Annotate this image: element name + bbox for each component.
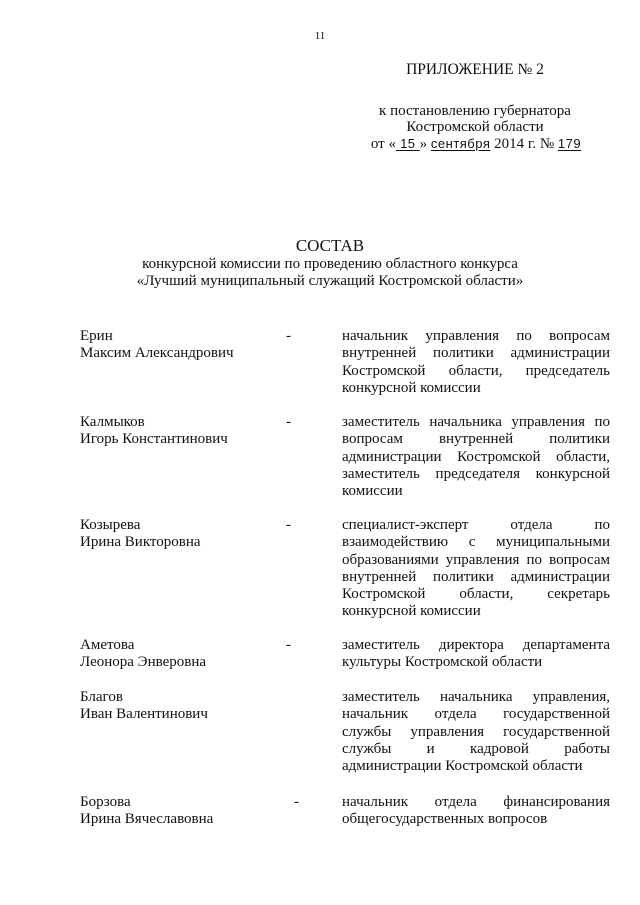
page-number: 11 xyxy=(314,30,326,42)
member-given-names: Игорь Константинович xyxy=(80,431,228,448)
date-year: 2014 г. № xyxy=(490,136,558,152)
member-given-names: Ирина Вячеславовна xyxy=(80,811,214,828)
document-subtitle-line2: «Лучший муниципальный служащий Костромской области» xyxy=(136,273,524,289)
member-role: заместитель начальника управления по вопросам внутренней политики администрации Костромской области, заместитель председателя конкурсной комиссии xyxy=(342,414,610,500)
document-title: СОСТАВ xyxy=(295,236,365,255)
member-surname: Благов xyxy=(80,689,123,705)
appendix-reference-line2: Костромской области xyxy=(406,119,544,135)
member-dash: - xyxy=(286,517,291,533)
member-surname: Козырева xyxy=(80,517,141,533)
member-dash: - xyxy=(286,328,291,344)
member-name xyxy=(80,517,280,552)
member-name xyxy=(80,637,280,672)
member-role: специалист-эксперт отдела по взаимодействию с муниципальными образованиями управления по вопросам внутренней политики администрации Костромской области, секретарь конкурсной комиссии xyxy=(342,517,610,620)
date-day: 15 xyxy=(395,136,420,151)
member-surname: Аметова xyxy=(80,637,135,653)
member-given-names: Максим Александрович xyxy=(80,345,234,362)
appendix-date-line xyxy=(356,134,596,154)
member-name xyxy=(80,414,280,449)
appendix-reference-line1: к постановлению губернатора xyxy=(379,103,571,119)
title-block xyxy=(100,235,560,290)
member-given-names: Ирина Викторовна xyxy=(80,534,201,551)
member-dash: - xyxy=(286,414,291,430)
member-surname: Калмыков xyxy=(80,414,145,430)
document-number: 179 xyxy=(557,136,582,151)
member-surname: Ерин xyxy=(80,328,113,344)
member-given-names: Иван Валентинович xyxy=(80,706,208,723)
member-name xyxy=(80,794,280,829)
member-role: начальник управления по вопросам внутренней политики администрации Костромской области, председатель конкурсной комиссии xyxy=(342,328,610,396)
member-role: заместитель начальника управления, начальник отдела государственной службы управления государственной службы и кадровой работы администрации Костромской области xyxy=(342,689,610,775)
member-dash: - xyxy=(286,637,291,653)
date-month: сентября xyxy=(430,136,491,151)
date-mid: » xyxy=(419,136,431,152)
member-name xyxy=(80,328,280,363)
member-role: заместитель директора департамента культуры Костромской области xyxy=(342,637,610,671)
member-surname: Борзова xyxy=(80,794,131,810)
member-given-names: Леонора Энверовна xyxy=(80,654,207,671)
member-role: начальник отдела финансирования общегосударственных вопросов xyxy=(342,794,610,828)
document-subtitle-line1: конкурсной комиссии по проведению областного конкурса xyxy=(142,256,518,272)
member-dash: - xyxy=(294,794,299,810)
date-prefix: от « xyxy=(370,136,396,152)
member-name xyxy=(80,689,280,724)
appendix-title: ПРИЛОЖЕНИЕ № 2 xyxy=(406,61,544,78)
